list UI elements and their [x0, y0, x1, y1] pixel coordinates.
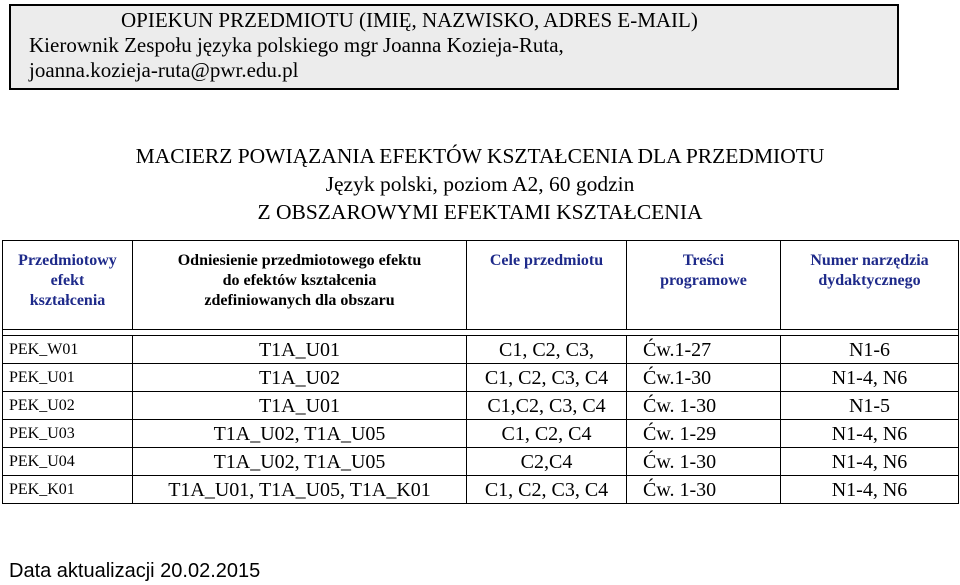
cell-pek: PEK_K01: [3, 476, 133, 504]
header-reference: [133, 241, 467, 330]
table-header-row: [3, 241, 959, 330]
header-text: efekt: [50, 272, 85, 289]
cell-reference: T1A_U02: [133, 364, 467, 392]
header-text: Cele przedmiotu: [489, 252, 604, 269]
header-text: zdefiniowanych dla obszaru: [204, 292, 395, 309]
supervisor-line-1: Kierownik Zespołu języka polskiego mgr Joanna Kozieja-Ruta,: [29, 33, 564, 57]
cell-content: Ćw.1-30: [627, 364, 781, 392]
cell-reference: T1A_U02, T1A_U05: [133, 420, 467, 448]
matrix-title-line-2: Język polski, poziom A2, 60 godzin: [325, 172, 635, 196]
table-row: [3, 476, 959, 504]
table-row: [3, 448, 959, 476]
effects-matrix-table: [2, 240, 959, 504]
header-goals: [467, 241, 627, 330]
cell-content: Ćw. 1-30: [627, 448, 781, 476]
cell-goals: C1, C2, C3, C4: [467, 476, 627, 504]
cell-reference: T1A_U01, T1A_U05, T1A_K01: [133, 476, 467, 504]
cell-content: Ćw.1-27: [627, 336, 781, 364]
cell-reference: T1A_U01: [133, 392, 467, 420]
header-text: dydaktycznego: [818, 272, 921, 289]
cell-content: Ćw. 1-30: [627, 392, 781, 420]
header-tool-number: [781, 241, 959, 330]
table-row: [3, 364, 959, 392]
header-text: Przedmiotowy: [18, 252, 117, 269]
cell-tool: N1-4, N6: [781, 476, 959, 504]
header-text: kształcenia: [29, 292, 106, 309]
header-text: Numer narzędzia: [810, 252, 929, 269]
cell-tool: N1-6: [781, 336, 959, 364]
cell-tool: N1-4, N6: [781, 448, 959, 476]
matrix-title-line-3: Z OBSZAROWYMI EFEKTAMI KSZTAŁCENIA: [257, 200, 703, 224]
header-text: Treści: [682, 252, 725, 269]
cell-goals: C1, C2, C4: [467, 420, 627, 448]
cell-reference: T1A_U01: [133, 336, 467, 364]
cell-goals: C1, C2, C3, C4: [467, 364, 627, 392]
matrix-title-line-1: MACIERZ POWIĄZANIA EFEKTÓW KSZTAŁCENIA DLA PRZEDMIOTU: [135, 144, 825, 168]
cell-reference: T1A_U02, T1A_U05: [133, 448, 467, 476]
supervisor-email: joanna.kozieja-ruta@pwr.edu.pl: [29, 58, 299, 82]
cell-pek: PEK_U01: [3, 364, 133, 392]
matrix-title: [0, 142, 960, 226]
cell-goals: C1, C2, C3,: [467, 336, 627, 364]
cell-pek: PEK_U04: [3, 448, 133, 476]
table-row: [3, 420, 959, 448]
header-text: Odniesienie przedmiotowego efektu: [177, 252, 422, 269]
cell-content: Ćw. 1-30: [627, 476, 781, 504]
table-row: [3, 336, 959, 364]
cell-tool: N1-4, N6: [781, 420, 959, 448]
cell-pek: PEK_U02: [3, 392, 133, 420]
cell-goals: C2,C4: [467, 448, 627, 476]
header-subject-effect: [3, 241, 133, 330]
header-text: do efektów kształcenia: [222, 272, 377, 289]
cell-tool: N1-5: [781, 392, 959, 420]
cell-pek: PEK_W01: [3, 336, 133, 364]
cell-goals: C1,C2, C3, C4: [467, 392, 627, 420]
supervisor-heading: OPIEKUN PRZEDMIOTU (IMIĘ, NAZWISKO, ADRES E-MAIL): [121, 8, 698, 32]
cell-pek: PEK_U03: [3, 420, 133, 448]
cell-tool: N1-4, N6: [781, 364, 959, 392]
table-row: [3, 392, 959, 420]
cell-content: Ćw. 1-29: [627, 420, 781, 448]
header-content: [627, 241, 781, 330]
header-text: programowe: [660, 272, 747, 289]
update-date: Data aktualizacji 20.02.2015: [9, 560, 261, 582]
supervisor-box: [9, 4, 899, 90]
